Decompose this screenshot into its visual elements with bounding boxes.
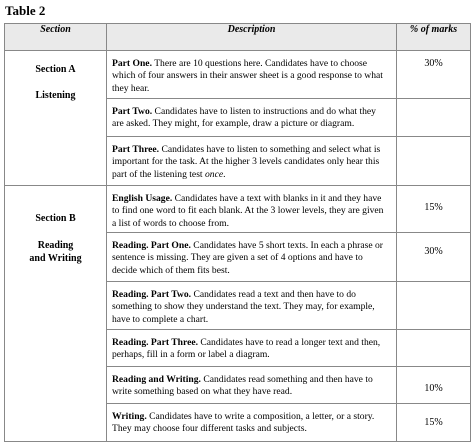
row-label: English Usage.	[112, 193, 173, 204]
section-a-subtitle: Listening	[35, 90, 76, 101]
row-label: Reading. Part Three.	[112, 337, 198, 348]
section-a-cell	[5, 51, 107, 186]
table-header-row	[5, 24, 471, 51]
section-a-group	[5, 51, 471, 186]
marks-value: 30%	[397, 51, 470, 99]
row-text-end: .	[223, 168, 226, 180]
marks-value	[397, 282, 470, 330]
description-row	[107, 186, 396, 233]
description-row	[107, 137, 396, 185]
section-b-subtitle-2: and Writing	[29, 253, 82, 264]
header-description: Description	[107, 24, 397, 51]
row-text: Candidates have to read a longer text and then, perhaps, fill in a form or label a diagram.	[112, 337, 381, 361]
marks-value	[397, 330, 470, 367]
marks-value	[397, 137, 470, 185]
description-row	[107, 330, 396, 367]
row-text: Candidates have to listen to instructions and do what they are asked. They might, for example, draw a picture or diagram.	[112, 106, 376, 130]
description-row	[107, 282, 396, 330]
row-label: Part One.	[112, 58, 152, 69]
row-text: Candidates read something and then have to write something based on what they have read.	[112, 374, 373, 398]
section-b-group	[5, 186, 471, 442]
section-b-cell	[5, 186, 107, 442]
row-text: Candidates read a text and then have to do something to show they understand the text. They may, for example, have to complete a chart.	[112, 289, 375, 325]
description-row	[107, 404, 396, 441]
description-row	[107, 367, 396, 404]
row-label: Writing.	[112, 411, 147, 422]
section-b-title: Section B	[35, 213, 76, 224]
section-a-marks	[397, 51, 471, 186]
row-label: Part Two.	[112, 106, 153, 117]
row-text: Candidates have to write a composition, a letter, or a story. They may choose four different tasks and subjects.	[112, 411, 375, 435]
section-b-subtitle-1: Reading	[37, 240, 74, 251]
row-text: Candidates have 5 short texts. In each a phrase or sentence is missing. They are given a set of 4 options and have to decide which of them fits best.	[112, 240, 383, 276]
section-b-marks	[397, 186, 471, 442]
table-caption: Table 2	[5, 3, 46, 18]
marks-value	[397, 99, 470, 137]
row-label: Reading. Part Two.	[112, 289, 192, 300]
row-text: Candidates have a text with blanks in it and they have to find one word to fit each blank. At the 3 lower levels, they are given a list of words to choose from.	[112, 193, 384, 229]
marks-value: 15%	[424, 417, 443, 428]
section-a-title: Section A	[35, 64, 76, 75]
marks-value: 10%	[397, 367, 470, 404]
row-text: Candidates have to listen to something and select what is important for the task. At the higher 3 levels candidates only hear this part of the listening test	[112, 144, 381, 180]
row-label: Reading and Writing.	[112, 374, 201, 385]
header-marks: % of marks	[397, 24, 471, 51]
section-b-descriptions	[107, 186, 397, 442]
section-a-descriptions	[107, 51, 397, 186]
description-row	[107, 233, 396, 282]
description-row	[107, 51, 396, 99]
row-text-italic: once	[205, 168, 224, 180]
row-label: Reading. Part One.	[112, 240, 191, 251]
row-label: Part Three.	[112, 144, 160, 155]
marks-value: 15%	[397, 186, 470, 233]
description-row	[107, 99, 396, 137]
marks-table	[4, 23, 471, 442]
header-section: Section	[5, 24, 107, 51]
row-text: There are 10 questions here. Candidates have to choose which of four answers in their answer sheet is a good response to what they hear.	[112, 58, 383, 94]
marks-value: 30%	[397, 233, 470, 282]
